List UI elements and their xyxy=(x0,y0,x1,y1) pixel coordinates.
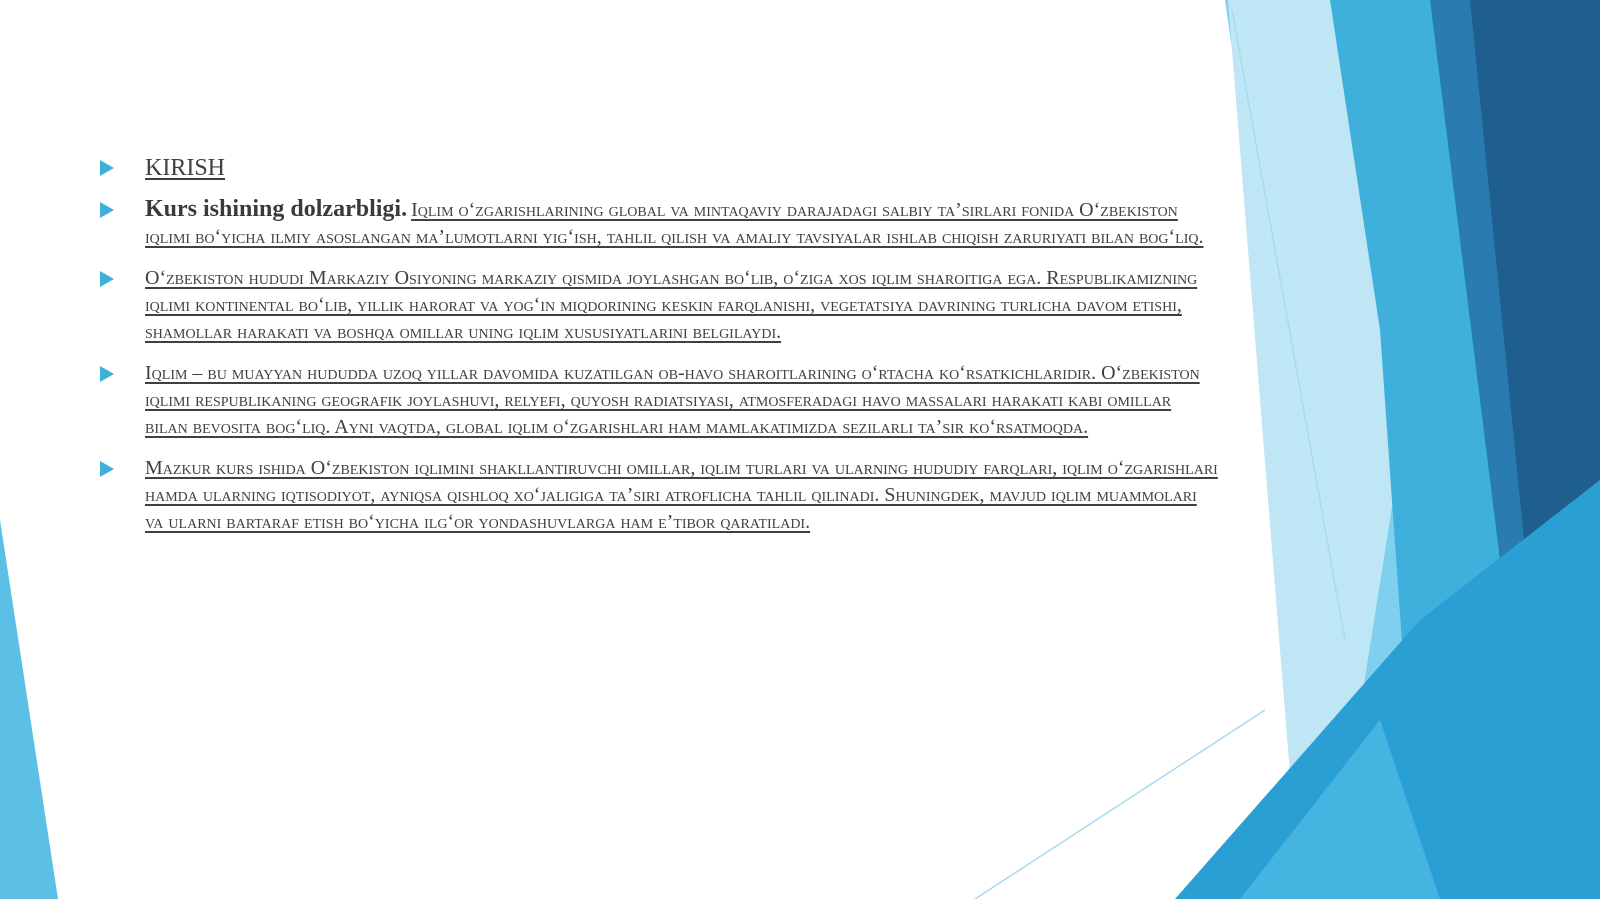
list-item xyxy=(98,360,1218,441)
bullet-list xyxy=(98,154,1218,550)
list-item xyxy=(98,455,1218,536)
bullet-text: Mazkur kurs ishida O‘zbekiston iqlimini shakllantiruvchi omillar, iqlim turlari va ularning hududiy farqlari, iqlim o‘zgarishlari hamda ularning iqtisodiyot, ayniqsa qishloq xo‘jaligiga ta’siri atroflicha tahlil qilinadi. Shuningdek, mavjud iqlim muammolari va ularni bartaraf etish bo‘yicha ilg‘or yondashuvlarga ham e’tibor qaratiladi. xyxy=(145,457,1218,533)
play-arrow-icon xyxy=(98,158,116,178)
play-arrow-icon xyxy=(98,364,116,384)
play-arrow-icon xyxy=(98,200,116,220)
list-item xyxy=(98,265,1218,346)
play-arrow-icon xyxy=(98,459,116,479)
play-arrow-icon xyxy=(98,269,116,289)
bullet-text: Iqlim – bu muayyan hududda uzoq yillar davomida kuzatilgan ob-havo sharoitlarining o‘rtacha ko‘rsatkichlaridir. O‘zbekiston iqlimi respublikaning geografik joylashuvi, relyefi, quyosh radiatsiyasi, atmosferadagi havo massalari harakati kabi omillar bilan bevosita bog‘liq. Ayni vaqtda, global iqlim o‘zgarishlari ham mamlakatimizda sezilarli ta’sir ko‘rsatmoqda. xyxy=(145,362,1200,438)
bullet-lead: Kurs ishining dolzarbligi. xyxy=(145,196,408,222)
list-item xyxy=(98,196,1218,251)
section-heading: KIRISH xyxy=(145,155,226,181)
bullet-text: Iqlim o‘zgarishlarining global va mintaqaviy darajadagi salbiy ta’sirlari fonida O‘zbekiston iqlimi bo‘yicha ilmiy asoslangan ma’lumotlarni yig‘ish, tahlil qilish va amaliy tavsiyalar ishlab chiqish zaruriyati bilan bog‘liq. xyxy=(145,199,1204,248)
bullet-text: O‘zbekiston hududi Markaziy Osiyoning markaziy qismida joylashgan bo‘lib, o‘ziga xos iqlim sharoitiga ega. Respublikamizning iqlimi kontinental bo‘lib, yillik harorat va yog‘in miqdorining keskin farqlanishi, vegetatsiya davrining turlicha davom etishi, shamollar harakati va boshqa omillar uning iqlim xususiyatlarini belgilaydi. xyxy=(145,267,1198,343)
left-edge-shape xyxy=(0,520,58,899)
list-item xyxy=(98,154,1218,182)
